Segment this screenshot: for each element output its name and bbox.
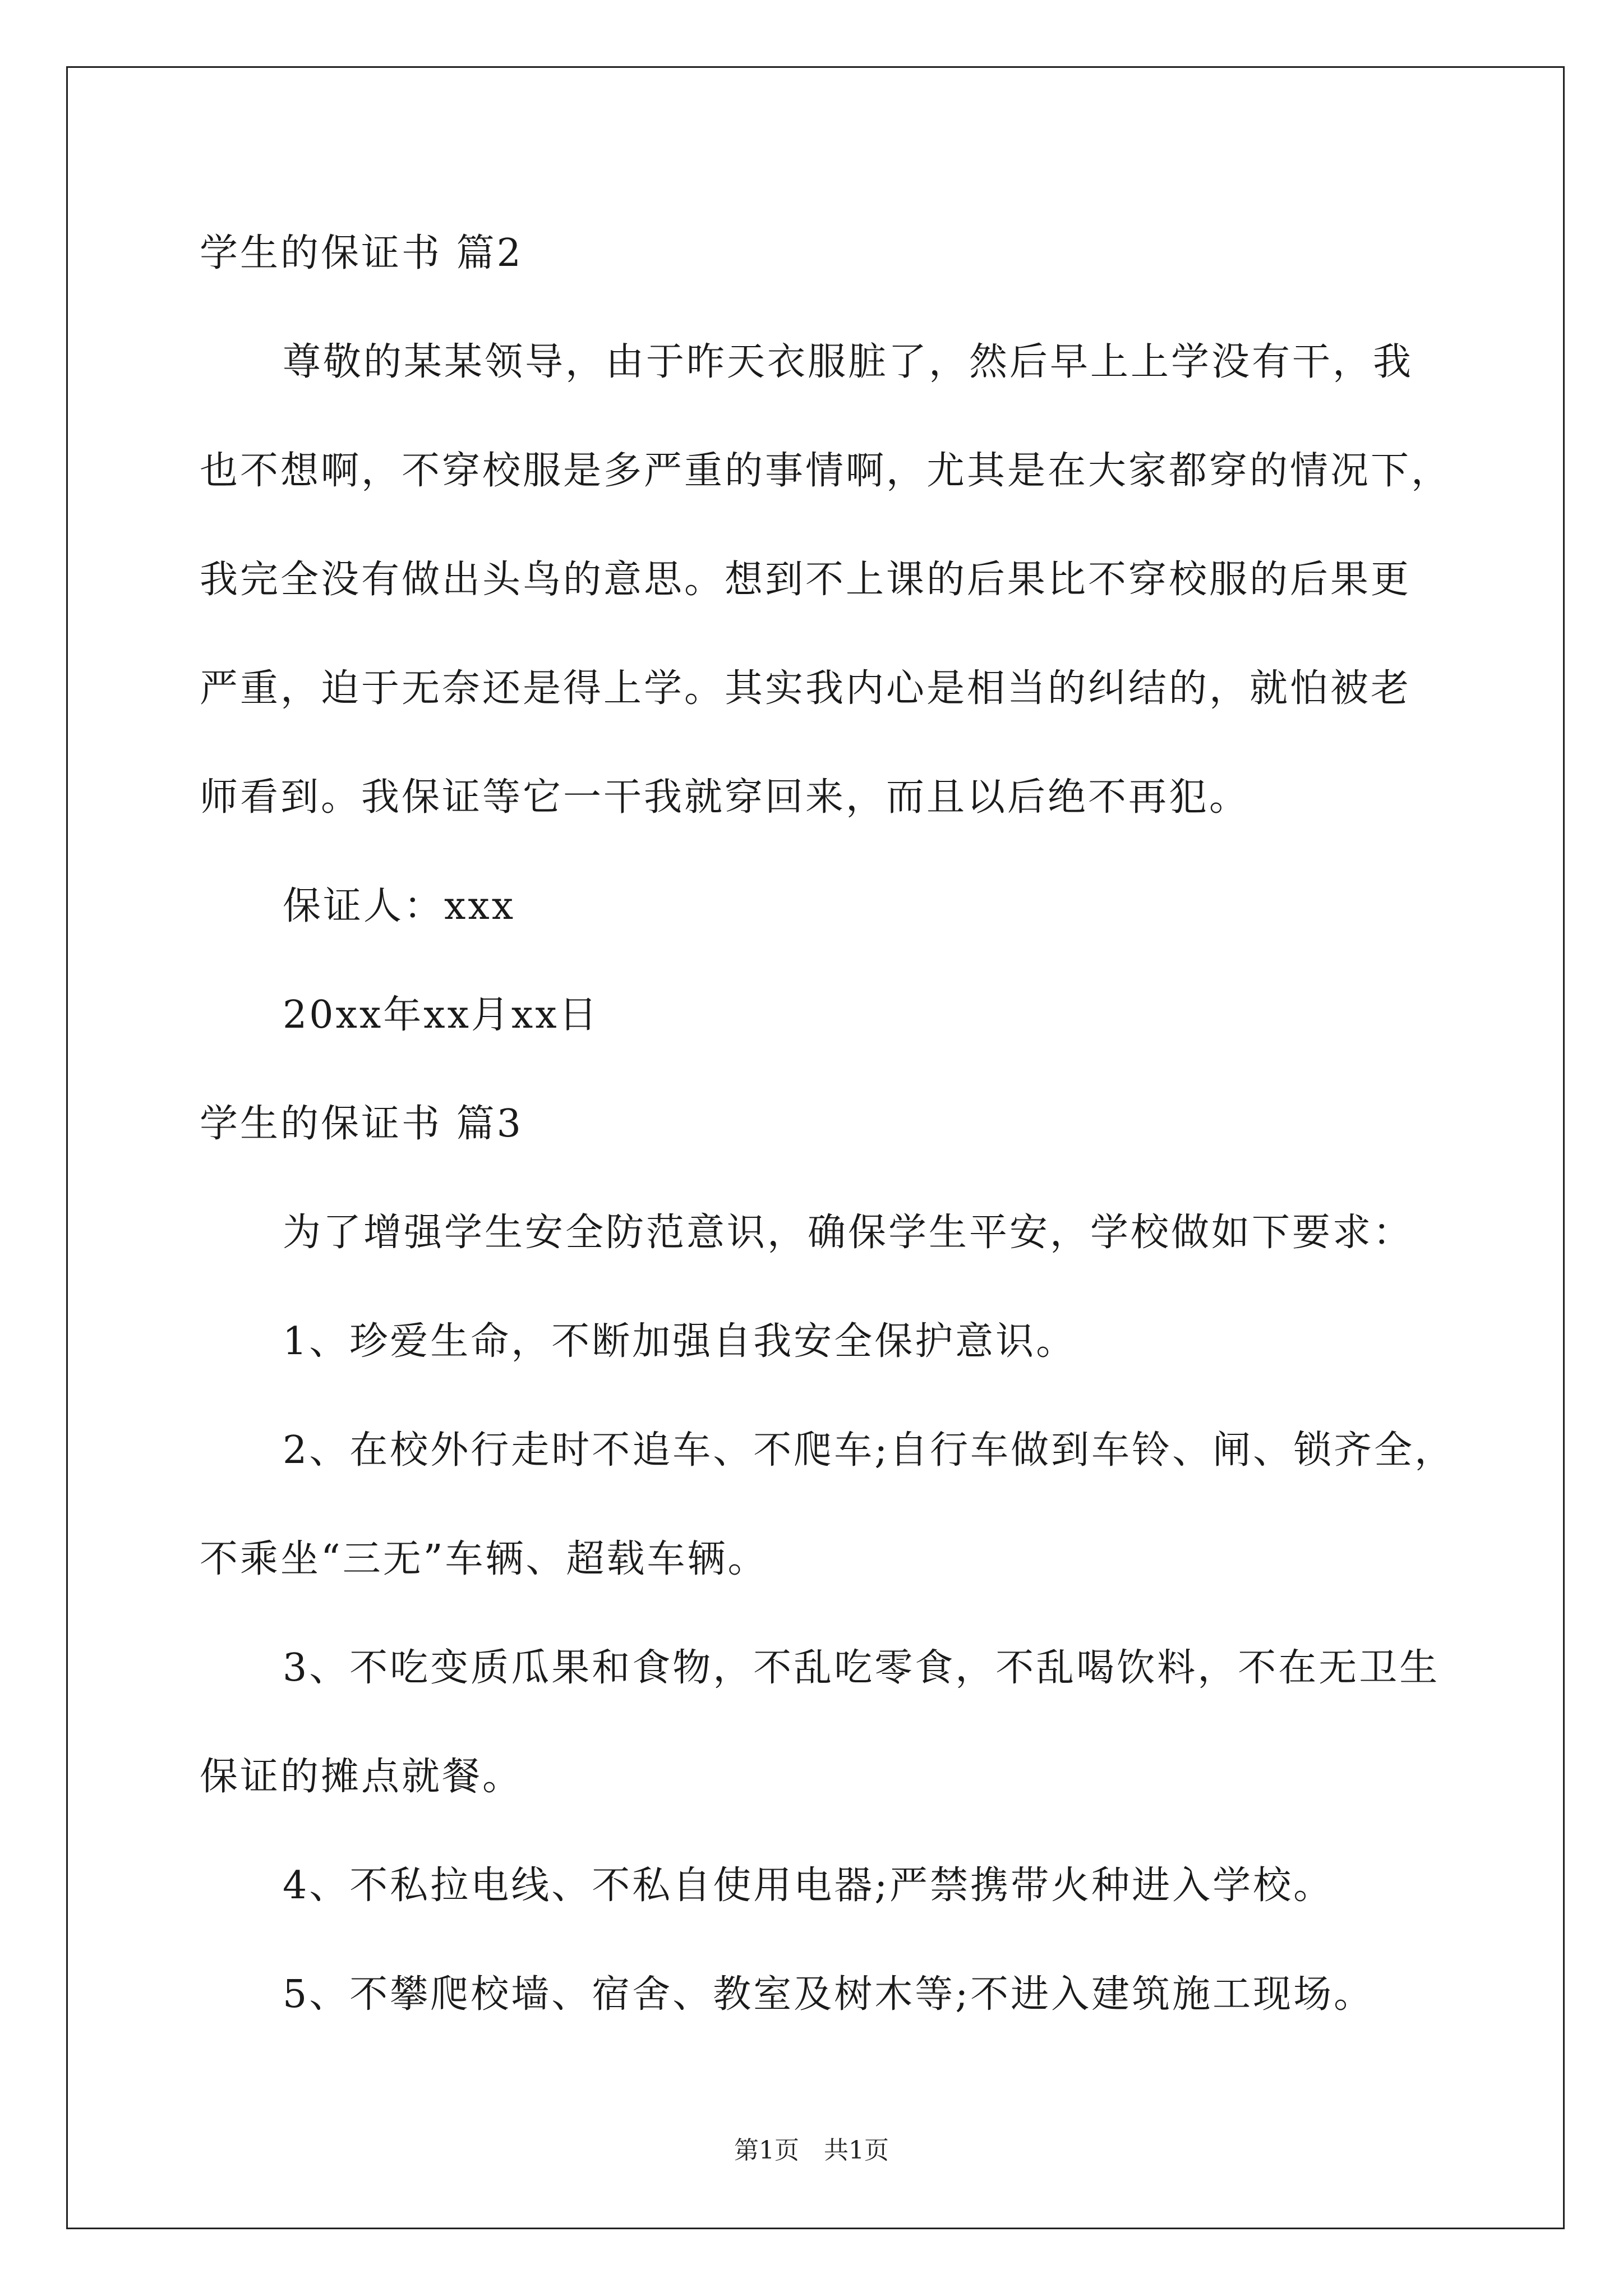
section-heading: 学生的保证书 篇3 <box>200 1102 523 1146</box>
date-line: 20xx年xx月xx日 <box>283 993 600 1037</box>
list-item-continuation: 不乘坐“三无”车辆、超载车辆。 <box>200 1537 768 1581</box>
section-heading: 学生的保证书 篇2 <box>200 231 523 275</box>
list-item: 1、珍爱生命，不断加强自我安全保护意识。 <box>283 1319 1077 1364</box>
list-item-continuation: 保证的摊点就餐。 <box>200 1755 523 1799</box>
paragraph-line: 也不想啊，不穿校服是多严重的事情啊，尤其是在大家都穿的情况下， <box>200 449 1452 493</box>
list-item: 3、不吃变质瓜果和食物，不乱吃零食，不乱喝饮料，不在无卫生 <box>283 1646 1440 1690</box>
page-footer: 第1页 共1页 <box>734 2136 889 2165</box>
intro-line: 为了增强学生安全防范意识，确保学生平安，学校做如下要求： <box>283 1211 1414 1255</box>
list-item: 5、不攀爬校墙、宿舍、教室及树木等;不进入建筑施工现场。 <box>283 1972 1375 2017</box>
paragraph-line: 师看到。我保证等它一干我就穿回来，而且以后绝不再犯。 <box>200 775 1250 820</box>
list-item: 2、在校外行走时不追车、不爬车;自行车做到车铃、闸、锁齐全， <box>283 1428 1455 1473</box>
list-item: 4、不私拉电线、不私自使用电器;严禁携带火种进入学校。 <box>283 1864 1334 1908</box>
paragraph-line: 严重，迫于无奈还是得上学。其实我内心是相当的纠结的，就怕被老 <box>200 666 1412 711</box>
signer-line: 保证人：xxx <box>283 884 516 928</box>
paragraph-line: 我完全没有做出头鸟的意思。想到不上课的后果比不穿校服的后果更 <box>200 558 1412 602</box>
paragraph-line: 尊敬的某某领导，由于昨天衣服脏了，然后早上上学没有干，我 <box>283 340 1414 384</box>
